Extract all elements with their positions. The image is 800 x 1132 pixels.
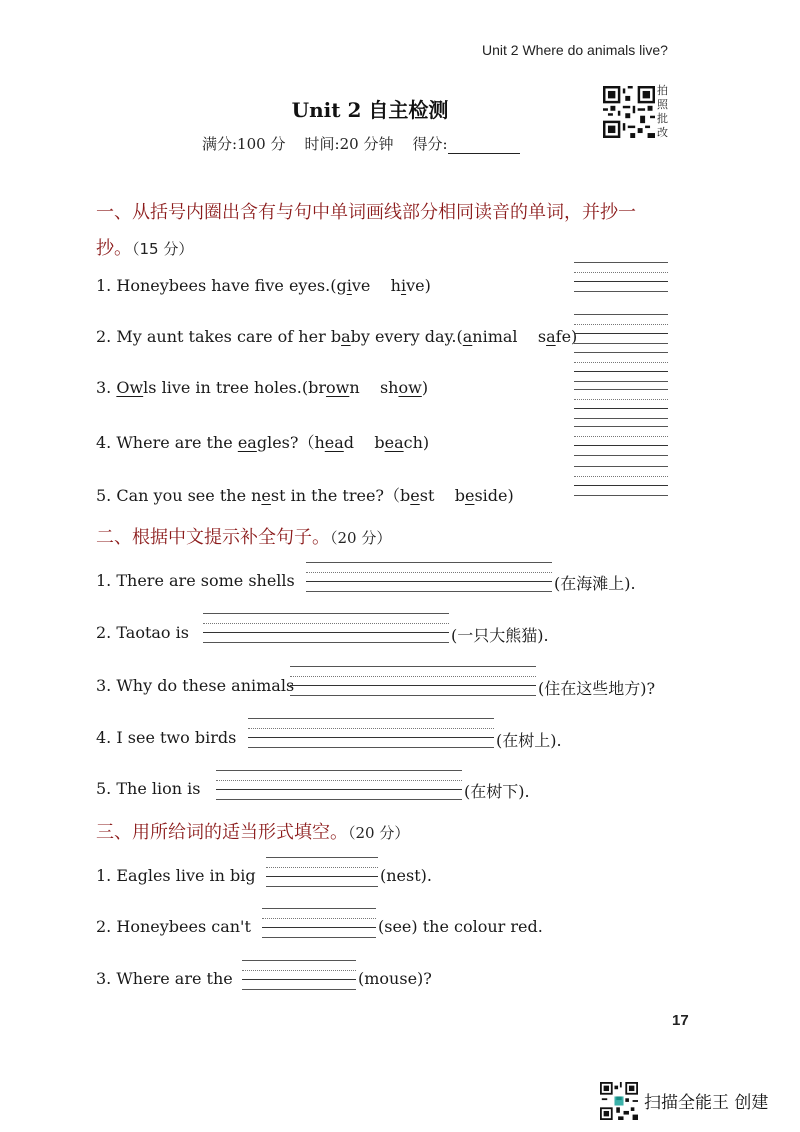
s3-question-2: 2. Honeybees can't [96, 917, 251, 936]
section3-title: 三、用所给词的适当形式填空。（20 分） [96, 822, 410, 843]
s2-hint-4: (在树上). [496, 731, 562, 750]
s2-question-4: 4. I see two birds [96, 728, 237, 747]
s1-question-3: 3. Owls live in tree holes.(brown show) [96, 378, 429, 397]
s3-hint-2: (see) the colour red. [378, 917, 543, 936]
page-number: 17 [672, 1012, 689, 1029]
s3-question-1: 1. Eagles live in big [96, 866, 256, 885]
s3-hint-3: (mouse)? [358, 969, 432, 988]
page-title: Unit 2 自主检测 [291, 98, 449, 122]
s3-answer-lines-3[interactable] [242, 960, 356, 990]
s2-answer-lines-5[interactable] [216, 770, 462, 800]
s3-question-3: 3. Where are the [96, 969, 233, 988]
section1-title-cont: 抄。（15 分） [96, 238, 194, 259]
s2-answer-lines-1[interactable] [306, 562, 552, 592]
s1-question-5: 5. Can you see the nest in the tree?（best beside) [96, 486, 514, 505]
s2-question-2: 2. Taotao is [96, 623, 189, 642]
section1-title: 一、从括号内圈出含有与句中单词画线部分相同读音的单词，并抄一 [96, 202, 636, 223]
exam-meta [202, 133, 520, 154]
s2-answer-lines-2[interactable] [203, 613, 449, 643]
score-blank[interactable] [448, 137, 520, 154]
s2-question-1: 1. There are some shells [96, 571, 295, 590]
s2-hint-1: (在海滩上). [554, 574, 636, 593]
s2-hint-5: (在树下). [464, 782, 530, 801]
s2-answer-lines-4[interactable] [248, 718, 494, 748]
score-label: 得分: [412, 135, 448, 153]
scanner-watermark: 扫描全能王 创建 [644, 1093, 769, 1113]
running-header: Unit 2 Where do animals live? [482, 42, 668, 58]
s3-hint-1: (nest). [380, 866, 432, 885]
s2-question-3: 3. Why do these animals [96, 676, 295, 695]
s2-answer-lines-3[interactable] [290, 666, 536, 696]
s1-question-4: 4. Where are the eagles?（head beach) [96, 433, 430, 452]
section2-title: 二、根据中文提示补全句子。（20 分） [96, 527, 392, 548]
qr-code-icon[interactable] [603, 86, 655, 138]
time-limit: 时间:20 分钟 [304, 135, 394, 153]
s2-hint-3: (住在这些地方)? [538, 679, 656, 698]
s3-answer-lines-2[interactable] [262, 908, 376, 938]
s3-answer-lines-1[interactable] [266, 857, 378, 887]
s2-hint-2: (一只大熊猫). [451, 626, 549, 645]
qr-code-icon [600, 1082, 638, 1120]
s2-question-5: 5. The lion is [96, 779, 201, 798]
full-score: 满分:100 分 [202, 135, 286, 153]
qr-caption: 拍照批改 [657, 84, 668, 139]
s1-question-2: 2. My aunt takes care of her baby every day.(animal safe) [96, 327, 578, 346]
s1-question-1: 1. Honeybees have fve eyes.(give hive) [96, 276, 431, 295]
